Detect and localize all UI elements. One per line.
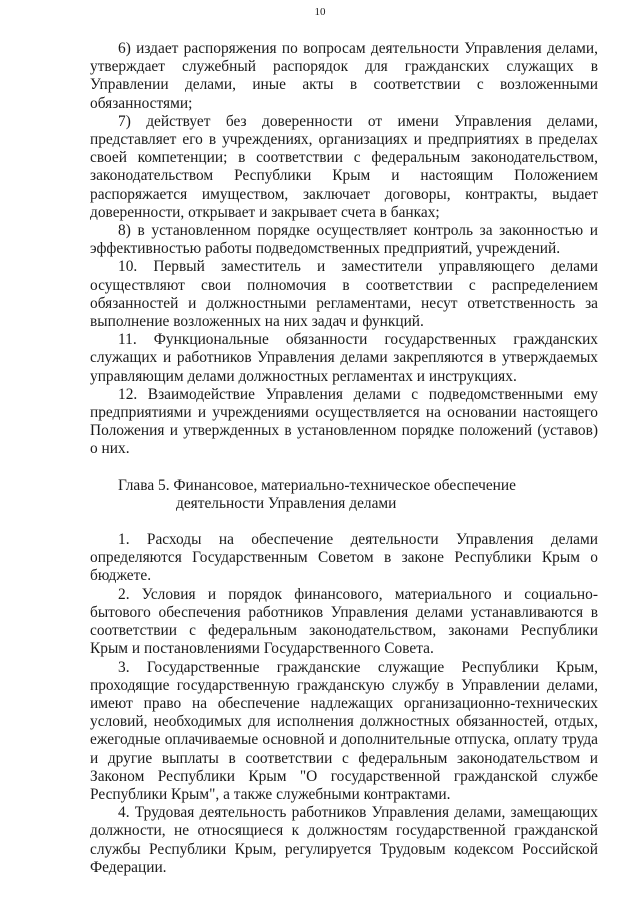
paragraph-item-7: 7) действует без доверенности от имени Управления делами, представляет его в учреждениях, организациях и предприятиях в пределах своей компетенции; в соответствии с федеральным законодательством, законодательством Республики Крым и настоящим Положением распоряжается имуществом, заключает договоры, контракты, выдает доверенности, открывает и закрывает счета в банках; bbox=[90, 112, 598, 221]
paragraph-section5-clause-2: 2. Условия и порядок финансового, материального и социально-бытового обеспечения работников Управления делами устанавливаются в соответствии с федеральным законодательством, законами Республики Крым и постановлениями Государственного Совета. bbox=[90, 585, 598, 658]
paragraph-clause-10: 10. Первый заместитель и заместители управляющего делами осуществляют свои полномочия в соответствии с распределением обязанностей и должностными регламентами, несут ответственность за выполнение возложенных на них задач и функций. bbox=[90, 258, 598, 331]
chapter-heading bbox=[90, 477, 598, 513]
document-body bbox=[90, 40, 598, 877]
paragraph-clause-11: 11. Функциональные обязанности государственных гражданских служащих и работников Управления делами закрепляются в утверждаемых управляющим делами должностных регламентах и инструкциях. bbox=[90, 331, 598, 385]
paragraph-clause-12: 12. Взаимодействие Управления делами с подведомственными ему предприятиями и учреждениями осуществляется на основании настоящего Положения и утвержденных в установленном порядке положений (уставов) о них. bbox=[90, 385, 598, 458]
page-number: 10 bbox=[314, 6, 326, 18]
paragraph-section5-clause-4: 4. Трудовая деятельность работников Управления делами, замещающих должности, не относящиеся к должностям государственной гражданской службы Республики Крым, регулируется Трудовым кодексом Российской Федерации. bbox=[90, 804, 598, 876]
chapter-heading-line-2: деятельности Управления делами bbox=[176, 494, 397, 512]
paragraph-section5-clause-3: 3. Государственные гражданские служащие Республики Крым, проходящие государственную гражданскую службу в Управлении делами, имеют право на обеспечение надлежащих организационно-технических условий, необходимых для исполнения должностных обязанностей, отдых, ежегодные оплачиваемые основной и дополнительные отпуска, оплату труда и другие выплаты в соответствии с федеральным законодательством и Законом Республики Крым "О государственной гражданской службе Республики Крым", а также служебными контрактами. bbox=[90, 658, 598, 803]
chapter-heading-line-1: Глава 5. Финансовое, материально-техническое обеспечение bbox=[118, 476, 516, 494]
paragraph-item-8: 8) в установленном порядке осуществляет контроль за законностью и эффективностью работы подведомственных предприятий, учреждений. bbox=[90, 222, 598, 258]
paragraph-item-6: 6) издает распоряжения по вопросам деятельности Управления делами, утверждает служебный распорядок для гражданских служащих в Управлении делами, иные акты в соответствии с возложенными обязанностями; bbox=[90, 40, 598, 112]
paragraph-section5-clause-1: 1. Расходы на обеспечение деятельности Управления делами определяются Государственным Советом в законе Республики Крым о бюджете. bbox=[90, 531, 598, 585]
